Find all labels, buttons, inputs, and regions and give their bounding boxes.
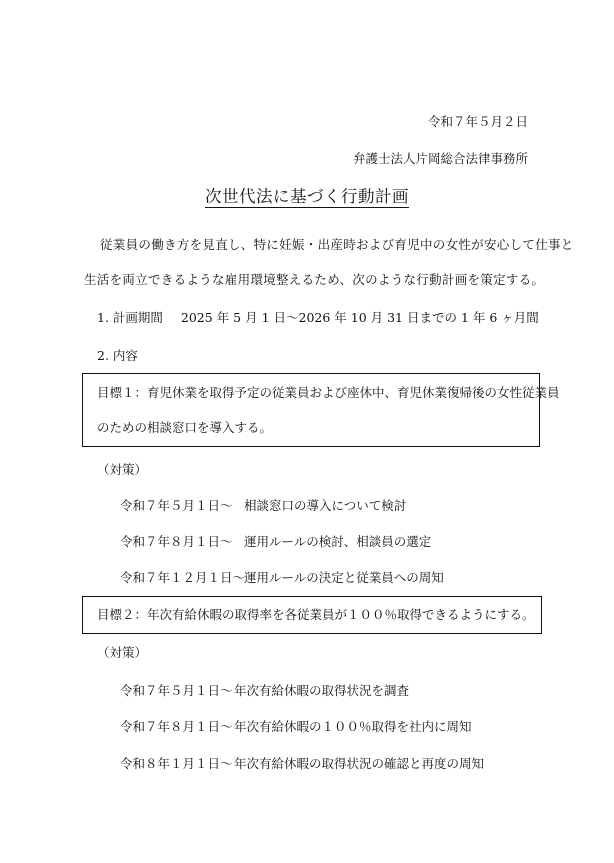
goal-1-line-1: 目標１：育児休業を取得予定の従業員および座休中、育児休業復帰後の女性従業員	[97, 385, 560, 400]
content-heading: 2. 内容	[97, 348, 138, 363]
goal-2-measure-date: 令和７年５月１日～	[120, 683, 233, 698]
intro-line-2: 生活を両立できるような雇用環境整えるため、次のような行動計画を策定する。	[84, 272, 545, 287]
goal-1-line-2: のための相談窓口を導入する。	[97, 420, 273, 435]
goal-2-measure-text: 年次有給休暇の１００％取得を社内に周知	[234, 719, 472, 734]
goal-1-measure-date: 令和７年１２月１日～	[120, 570, 246, 585]
document-title-text: 次世代法に基づく行動計画	[205, 187, 409, 206]
goal-1-measure-text: 相談窓口の導入について検討	[244, 498, 407, 513]
goal-2-measures-label: （対策）	[97, 645, 148, 660]
plan-period	[97, 308, 539, 326]
goal-2-text: 目標２：年次有給休暇の取得率を各従業員が１００％取得できるようにする。	[97, 607, 535, 622]
document-title	[0, 183, 614, 207]
goal-2-measure-date: 令和７年８月１日～	[120, 719, 233, 734]
plan-period-value: 2025 年 5 月 1 日～2026 年 10 月 31 日までの 1 年 6 ヶ月間	[180, 310, 539, 325]
goal-1-measures-label: （対策）	[97, 462, 148, 477]
goal-2-measure-date: 令和８年１月１日～	[120, 756, 233, 771]
goal-1-measure-text: 運用ルールの決定と従業員への周知	[244, 570, 444, 585]
firm-name: 弁護士法人片岡総合法律事務所	[352, 151, 528, 166]
goal-2-measure-text: 年次有給休暇の取得状況を調査	[234, 683, 410, 698]
document-date: 令和７年５月２日	[427, 114, 528, 129]
goal-1-measure-date: 令和７年８月１日～	[120, 534, 233, 549]
goal-1-measure-date: 令和７年５月１日～	[120, 498, 233, 513]
intro-line-1: 従業員の働き方を見直し、特に妊娠・出産時および育児中の女性が安心して仕事と	[100, 237, 574, 252]
goal-2-measure-text: 年次有給休暇の取得状況の確認と再度の周知	[234, 756, 485, 771]
goal-1-measure-text: 運用ルールの検討、相談員の選定	[244, 534, 432, 549]
plan-period-label: 1. 計画期間	[97, 310, 163, 325]
